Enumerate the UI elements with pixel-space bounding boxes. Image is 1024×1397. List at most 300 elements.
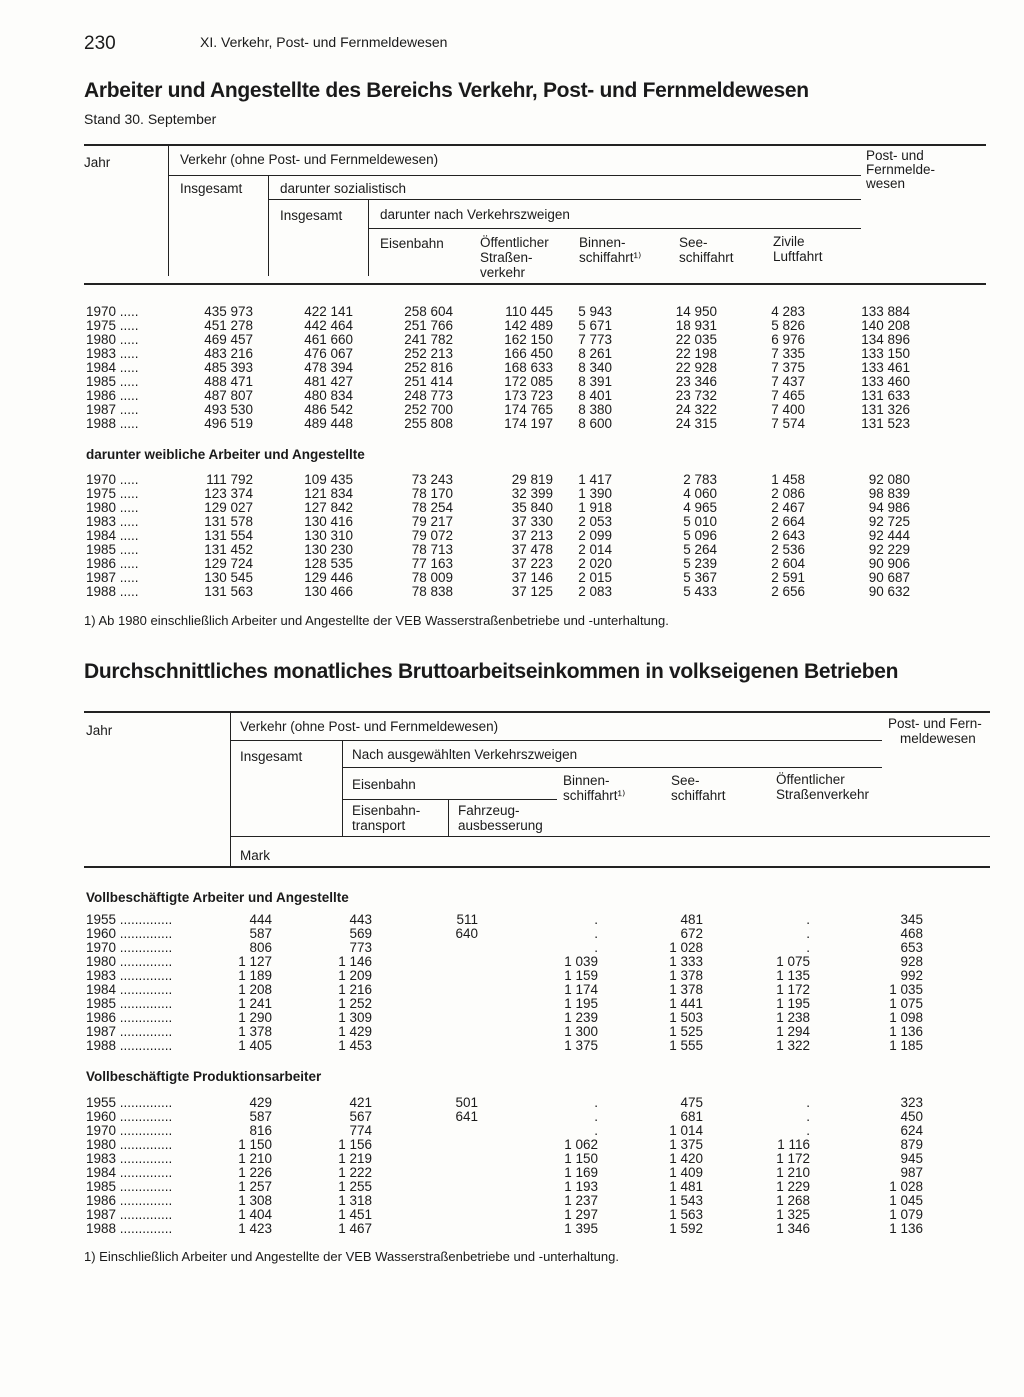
t2-head-eisenbahn: Eisenbahn xyxy=(352,777,416,792)
table-cell: 493 530 xyxy=(204,402,253,417)
table-cell: 992 xyxy=(900,968,923,983)
table-row xyxy=(0,347,1024,361)
table-cell: 252 700 xyxy=(404,402,453,417)
table-cell: 37 125 xyxy=(511,584,553,599)
table-cell: 35 840 xyxy=(511,500,553,515)
table-cell: 8 261 xyxy=(578,346,612,361)
table-cell: 5 264 xyxy=(683,542,717,557)
table-cell: 1 216 xyxy=(338,982,372,997)
row-year: 1983 .............. xyxy=(86,968,173,983)
table-cell: 5 433 xyxy=(683,584,717,599)
table-cell: 2 015 xyxy=(578,570,612,585)
table-cell: 1 150 xyxy=(564,1151,598,1166)
table-cell: 567 xyxy=(349,1109,372,1124)
t2-head-verkehr: Verkehr (ohne Post- und Fernmeldewesen) xyxy=(240,719,499,734)
t1-head-insgesamt2: Insgesamt xyxy=(280,208,343,223)
table-cell: 131 633 xyxy=(861,388,910,403)
table-cell: 1 222 xyxy=(338,1165,372,1180)
table-cell: 5 010 xyxy=(683,514,717,529)
table-cell: 173 723 xyxy=(504,388,553,403)
table1-subtitle: Stand 30. September xyxy=(84,111,217,127)
table-cell: 1 390 xyxy=(578,486,612,501)
table-cell: 78 713 xyxy=(411,542,453,557)
table-cell: . xyxy=(594,912,598,927)
table-row xyxy=(0,941,1024,955)
table-row xyxy=(0,1180,1024,1194)
table-cell: 443 xyxy=(349,912,372,927)
table-cell: 1 210 xyxy=(776,1165,810,1180)
table-cell: 5 239 xyxy=(683,556,717,571)
table-cell: 129 724 xyxy=(204,556,253,571)
row-year: 1988 .............. xyxy=(86,1038,173,1053)
table-cell: 90 687 xyxy=(868,570,910,585)
table-cell: 258 604 xyxy=(404,304,453,319)
table-cell: 681 xyxy=(680,1109,703,1124)
table-cell: 587 xyxy=(249,1109,272,1124)
t2-head-jahr: Jahr xyxy=(86,723,113,738)
t2-rule-c xyxy=(342,799,557,800)
table-cell: 1 417 xyxy=(578,472,612,487)
table-cell: 8 380 xyxy=(578,402,612,417)
table-cell: 37 478 xyxy=(511,542,553,557)
table-cell: 2 083 xyxy=(578,584,612,599)
table-cell: 987 xyxy=(900,1165,923,1180)
t1-head-see: See- schiffahrt xyxy=(679,235,734,265)
table-cell: 1 378 xyxy=(669,982,703,997)
t1-head-jahr: Jahr xyxy=(84,155,111,170)
table-cell: 444 xyxy=(249,912,272,927)
table-cell: 92 080 xyxy=(868,472,910,487)
table-cell: 129 446 xyxy=(304,570,353,585)
table-cell: 1 189 xyxy=(238,968,272,983)
t2-head-binnen: Binnen- schiffahrt¹⁾ xyxy=(563,773,626,803)
t2-vrule-2 xyxy=(342,741,343,836)
table-cell: 6 976 xyxy=(771,332,805,347)
table-cell: 1 229 xyxy=(776,1179,810,1194)
table-cell: 1 563 xyxy=(669,1207,703,1222)
table-cell: 487 807 xyxy=(204,388,253,403)
table-row xyxy=(0,361,1024,375)
row-year: 1988 ..... xyxy=(86,584,139,599)
table-cell: 451 278 xyxy=(204,318,253,333)
table-cell: 5 671 xyxy=(578,318,612,333)
table-cell: 251 766 xyxy=(404,318,453,333)
table-cell: 1 255 xyxy=(338,1179,372,1194)
t2-head-post: Post- und Fern- meldewesen xyxy=(888,716,982,746)
table-row xyxy=(0,1166,1024,1180)
table-cell: 928 xyxy=(900,954,923,969)
table-cell: 1 555 xyxy=(669,1038,703,1053)
table-cell: 1 237 xyxy=(564,1193,598,1208)
table-row xyxy=(0,1124,1024,1138)
table-cell: 421 xyxy=(349,1095,372,1110)
table-cell: 8 600 xyxy=(578,416,612,431)
table-cell: 1 098 xyxy=(889,1010,923,1025)
page-number: 230 xyxy=(84,33,116,54)
table-cell: 1 525 xyxy=(669,1024,703,1039)
t2-head-see: See- schiffahrt xyxy=(671,773,726,803)
table-cell: 1 238 xyxy=(776,1010,810,1025)
table-cell: 131 563 xyxy=(204,584,253,599)
table-cell: 5 943 xyxy=(578,304,612,319)
table-cell: 2 053 xyxy=(578,514,612,529)
row-year: 1986 .............. xyxy=(86,1193,173,1208)
table-cell: 1 405 xyxy=(238,1038,272,1053)
table-cell: 481 427 xyxy=(304,374,353,389)
table-cell: 4 965 xyxy=(683,500,717,515)
row-year: 1975 ..... xyxy=(86,486,139,501)
table-cell: 496 519 xyxy=(204,416,253,431)
table-cell: 79 072 xyxy=(411,528,453,543)
row-year: 1985 .............. xyxy=(86,996,173,1011)
table-cell: 1 079 xyxy=(889,1207,923,1222)
table-cell: 92 444 xyxy=(868,528,910,543)
table-cell: 488 471 xyxy=(204,374,253,389)
table-cell: 134 896 xyxy=(861,332,910,347)
table-row xyxy=(0,1208,1024,1222)
table-cell: 2 664 xyxy=(771,514,805,529)
table-row xyxy=(0,557,1024,571)
table-cell: 7 465 xyxy=(771,388,805,403)
table-row xyxy=(0,927,1024,941)
table-cell: 140 208 xyxy=(861,318,910,333)
table-cell: 109 435 xyxy=(304,472,353,487)
t1-head-oeff: Öffentlicher Straßen- verkehr xyxy=(480,235,549,280)
table-cell: 501 xyxy=(455,1095,478,1110)
table-row xyxy=(0,319,1024,333)
table-cell: 22 035 xyxy=(675,332,717,347)
row-year: 1960 .............. xyxy=(86,926,173,941)
table-cell: 133 884 xyxy=(861,304,910,319)
table-cell: 79 217 xyxy=(411,514,453,529)
table-cell: 110 445 xyxy=(505,304,553,319)
t2-vrule-3 xyxy=(448,800,449,836)
table-cell: 1 210 xyxy=(238,1151,272,1166)
table-cell: 142 489 xyxy=(504,318,553,333)
t2-head-fahrzeug: Fahrzeug- ausbesserung xyxy=(458,803,543,833)
table-row xyxy=(0,1110,1024,1124)
table-cell: 774 xyxy=(349,1123,372,1138)
running-title: XI. Verkehr, Post- und Fernmeldewesen xyxy=(200,34,448,50)
table-cell: 1 028 xyxy=(669,940,703,955)
row-year: 1984 ..... xyxy=(86,528,139,543)
t1-rule-a xyxy=(168,175,861,176)
table-cell: 7 335 xyxy=(771,346,805,361)
table-cell: 2 536 xyxy=(771,542,805,557)
table-cell: 129 027 xyxy=(204,500,253,515)
table-cell: 1 127 xyxy=(238,954,272,969)
table-cell: 37 330 xyxy=(511,514,553,529)
table-cell: 23 732 xyxy=(675,388,717,403)
table-cell: 1 333 xyxy=(669,954,703,969)
table-cell: 1 429 xyxy=(338,1024,372,1039)
table-cell: 1 458 xyxy=(771,472,805,487)
t2-vrule xyxy=(230,713,231,868)
table-cell: 1 195 xyxy=(776,996,810,1011)
table-row xyxy=(0,515,1024,529)
table-cell: 77 163 xyxy=(411,556,453,571)
table-cell: 480 834 xyxy=(304,388,353,403)
table-cell: 78 838 xyxy=(411,584,453,599)
table-cell: 2 086 xyxy=(771,486,805,501)
table-cell: 1 409 xyxy=(669,1165,703,1180)
t1-head-verkehr: Verkehr (ohne Post- und Fernmeldewesen) xyxy=(180,152,439,167)
table-cell: 481 xyxy=(680,912,703,927)
table-cell: 7 400 xyxy=(771,402,805,417)
table-cell: 252 213 xyxy=(404,346,453,361)
row-year: 1955 .............. xyxy=(86,912,173,927)
table-cell: 252 816 xyxy=(404,360,453,375)
table-cell: 90 632 xyxy=(868,584,910,599)
table-cell: 587 xyxy=(249,926,272,941)
table-row xyxy=(0,403,1024,417)
table-cell: 1 208 xyxy=(238,982,272,997)
t2-header-bottom-rule xyxy=(84,866,990,868)
table-cell: 653 xyxy=(900,940,923,955)
row-year: 1984 ..... xyxy=(86,360,139,375)
table-cell: . xyxy=(594,1109,598,1124)
table-cell: 78 170 xyxy=(411,486,453,501)
table-row xyxy=(0,389,1024,403)
table-cell: 672 xyxy=(680,926,703,941)
table-cell: 174 197 xyxy=(504,416,553,431)
table-cell: 483 216 xyxy=(204,346,253,361)
table-cell: 1 150 xyxy=(238,1137,272,1152)
row-year: 1985 ..... xyxy=(86,374,139,389)
t2-rule-d xyxy=(230,836,990,837)
table-cell: 2 099 xyxy=(578,528,612,543)
table1-top-rule xyxy=(84,144,986,146)
table-cell: . xyxy=(594,926,598,941)
table-cell: 1 195 xyxy=(564,996,598,1011)
table-cell: 1 375 xyxy=(669,1137,703,1152)
table-cell: 511 xyxy=(456,912,478,927)
table-cell: 94 986 xyxy=(868,500,910,515)
table-cell: 5 826 xyxy=(771,318,805,333)
table-cell: . xyxy=(806,912,810,927)
table-cell: 2 783 xyxy=(683,472,717,487)
table-cell: 1 290 xyxy=(238,1010,272,1025)
table-cell: . xyxy=(806,940,810,955)
table-cell: . xyxy=(594,940,598,955)
t1-vrule-2 xyxy=(268,176,269,276)
table-cell: 130 230 xyxy=(304,542,353,557)
table-cell: 1 346 xyxy=(776,1221,810,1236)
row-year: 1970 ..... xyxy=(86,472,139,487)
table-cell: 442 464 xyxy=(304,318,353,333)
t1-head-eisenbahn: Eisenbahn xyxy=(380,236,444,251)
table-row xyxy=(0,501,1024,515)
row-year: 1983 .............. xyxy=(86,1151,173,1166)
table-cell: 1 156 xyxy=(338,1137,372,1152)
table-cell: 1 322 xyxy=(776,1038,810,1053)
table-cell: 435 973 xyxy=(204,304,253,319)
row-year: 1987 .............. xyxy=(86,1207,173,1222)
table-cell: 131 523 xyxy=(861,416,910,431)
table-row xyxy=(0,1039,1024,1053)
table-cell: 1 375 xyxy=(564,1038,598,1053)
t1-footnote: 1) Ab 1980 einschließlich Arbeiter und Angestellte der VEB Wasserstraßenbetriebe und -unterhaltung. xyxy=(84,613,669,628)
table-cell: 73 243 xyxy=(411,472,453,487)
table-cell: . xyxy=(806,1095,810,1110)
table-cell: 1 378 xyxy=(669,968,703,983)
table-cell: 1 075 xyxy=(776,954,810,969)
row-year: 1970 ..... xyxy=(86,304,139,319)
table-cell: 1 300 xyxy=(564,1024,598,1039)
row-year: 1987 .............. xyxy=(86,1024,173,1039)
row-year: 1987 ..... xyxy=(86,570,139,585)
table-cell: 1 420 xyxy=(669,1151,703,1166)
row-year: 1984 .............. xyxy=(86,1165,173,1180)
row-year: 1983 ..... xyxy=(86,514,139,529)
table-cell: 773 xyxy=(349,940,372,955)
table-cell: 945 xyxy=(900,1151,923,1166)
row-year: 1975 ..... xyxy=(86,318,139,333)
table-cell: . xyxy=(806,1109,810,1124)
table-cell: 92 725 xyxy=(868,514,910,529)
table-cell: 1 039 xyxy=(564,954,598,969)
t1-header-bottom-rule xyxy=(84,283,986,285)
table-cell: . xyxy=(594,1095,598,1110)
t2-head-oeff: Öffentlicher Straßenverkehr xyxy=(776,772,870,802)
table-cell: 131 554 xyxy=(204,528,253,543)
table-cell: 130 466 xyxy=(304,584,353,599)
table-cell: 1 116 xyxy=(777,1137,810,1152)
row-year: 1985 ..... xyxy=(86,542,139,557)
table-cell: 8 391 xyxy=(578,374,612,389)
table-cell: 174 765 xyxy=(504,402,553,417)
table-cell: . xyxy=(594,1123,598,1138)
row-year: 1986 ..... xyxy=(86,388,139,403)
table-cell: 121 834 xyxy=(304,486,353,501)
table-row xyxy=(0,375,1024,389)
t1-head-post: Post- und Fernmelde- wesen xyxy=(866,148,936,191)
table-cell: 1 209 xyxy=(338,968,372,983)
table-cell: 1 441 xyxy=(669,996,703,1011)
table-cell: 1 219 xyxy=(338,1151,372,1166)
table-cell: 2 643 xyxy=(771,528,805,543)
table-row xyxy=(0,571,1024,585)
table-cell: 4 283 xyxy=(771,304,805,319)
table-cell: 1 136 xyxy=(889,1024,923,1039)
table-cell: 1 028 xyxy=(889,1179,923,1194)
table-cell: 1 467 xyxy=(338,1221,372,1236)
table-cell: 429 xyxy=(249,1095,272,1110)
row-year: 1983 ..... xyxy=(86,346,139,361)
t1-head-binnen: Binnen- schiffahrt¹⁾ xyxy=(579,235,642,265)
table-cell: 2 656 xyxy=(771,584,805,599)
table-cell: 489 448 xyxy=(304,416,353,431)
table-row xyxy=(0,997,1024,1011)
table-row xyxy=(0,529,1024,543)
table-cell: 624 xyxy=(900,1123,923,1138)
table-row xyxy=(0,983,1024,997)
table-row xyxy=(0,487,1024,501)
table-cell: 345 xyxy=(900,912,923,927)
table-cell: 133 460 xyxy=(861,374,910,389)
table-cell: 1 297 xyxy=(564,1207,598,1222)
row-year: 1980 .............. xyxy=(86,1137,173,1152)
row-year: 1988 .............. xyxy=(86,1221,173,1236)
table-cell: 7 437 xyxy=(771,374,805,389)
table-cell: 1 193 xyxy=(564,1179,598,1194)
row-year: 1970 .............. xyxy=(86,940,173,955)
table-cell: 130 310 xyxy=(304,528,353,543)
table-cell: 18 931 xyxy=(675,318,717,333)
table-cell: 5 096 xyxy=(683,528,717,543)
table-cell: 248 773 xyxy=(404,388,453,403)
table-cell: 1 378 xyxy=(238,1024,272,1039)
row-year: 1980 ..... xyxy=(86,332,139,347)
row-year: 1980 .............. xyxy=(86,954,173,969)
table-cell: 131 452 xyxy=(204,542,253,557)
table-cell: 569 xyxy=(349,926,372,941)
table-cell: 1 481 xyxy=(669,1179,703,1194)
table-cell: 162 150 xyxy=(504,332,553,347)
table-cell: 2 604 xyxy=(771,556,805,571)
table-cell: 478 394 xyxy=(304,360,353,375)
table-cell: 450 xyxy=(900,1109,923,1124)
table-cell: 1 172 xyxy=(776,982,810,997)
table-cell: 1 268 xyxy=(776,1193,810,1208)
row-year: 1987 ..... xyxy=(86,402,139,417)
table-cell: 1 404 xyxy=(238,1207,272,1222)
t2-head-insgesamt: Insgesamt xyxy=(240,749,303,764)
table-cell: 475 xyxy=(680,1095,703,1110)
table-cell: . xyxy=(806,926,810,941)
t1-rule-b xyxy=(268,199,861,200)
row-year: 1984 .............. xyxy=(86,982,173,997)
table1-title: Arbeiter und Angestellte des Bereichs Verkehr, Post- und Fernmeldewesen xyxy=(84,79,809,102)
table-cell: 7 375 xyxy=(771,360,805,375)
table-cell: 24 322 xyxy=(675,402,717,417)
table-cell: 172 085 xyxy=(504,374,553,389)
table-row xyxy=(0,1152,1024,1166)
table-cell: 123 374 xyxy=(204,486,253,501)
table-cell: 131 578 xyxy=(204,514,253,529)
table-cell: 1 075 xyxy=(889,996,923,1011)
t2-section-a: Vollbeschäftigte Arbeiter und Angestellte xyxy=(86,890,349,905)
t2-head-nach: Nach ausgewählten Verkehrszweigen xyxy=(352,747,578,762)
table-cell: 8 401 xyxy=(578,388,612,403)
t2-head-eb-transport: Eisenbahn- transport xyxy=(352,803,421,833)
table-cell: 1 451 xyxy=(338,1207,372,1222)
table-cell: 468 xyxy=(900,926,923,941)
table-cell: 37 223 xyxy=(511,556,553,571)
table-cell: 1 014 xyxy=(669,1123,703,1138)
row-year: 1960 .............. xyxy=(86,1109,173,1124)
table-cell: 1 035 xyxy=(889,982,923,997)
t2-footnote: 1) Einschließlich Arbeiter und Angestellte der VEB Wasserstraßenbetriebe und -unterhaltung. xyxy=(84,1249,619,1264)
table-cell: 879 xyxy=(900,1137,923,1152)
table-cell: 1 325 xyxy=(776,1207,810,1222)
table-cell: 7 773 xyxy=(578,332,612,347)
table-cell: 127 842 xyxy=(304,500,353,515)
table-cell: 23 346 xyxy=(675,374,717,389)
table-cell: 1 918 xyxy=(578,500,612,515)
table-cell: 78 254 xyxy=(411,500,453,515)
table-cell: 168 633 xyxy=(504,360,553,375)
table-cell: 1 503 xyxy=(669,1010,703,1025)
table-row xyxy=(0,1096,1024,1110)
table-cell: 8 340 xyxy=(578,360,612,375)
table-cell: 422 141 xyxy=(304,304,353,319)
t1-head-zivil: Zivile Luftfahrt xyxy=(773,234,823,264)
table-cell: 1 395 xyxy=(564,1221,598,1236)
table-cell: 1 294 xyxy=(776,1024,810,1039)
table-cell: 1 169 xyxy=(564,1165,598,1180)
table-cell: 90 906 xyxy=(868,556,910,571)
